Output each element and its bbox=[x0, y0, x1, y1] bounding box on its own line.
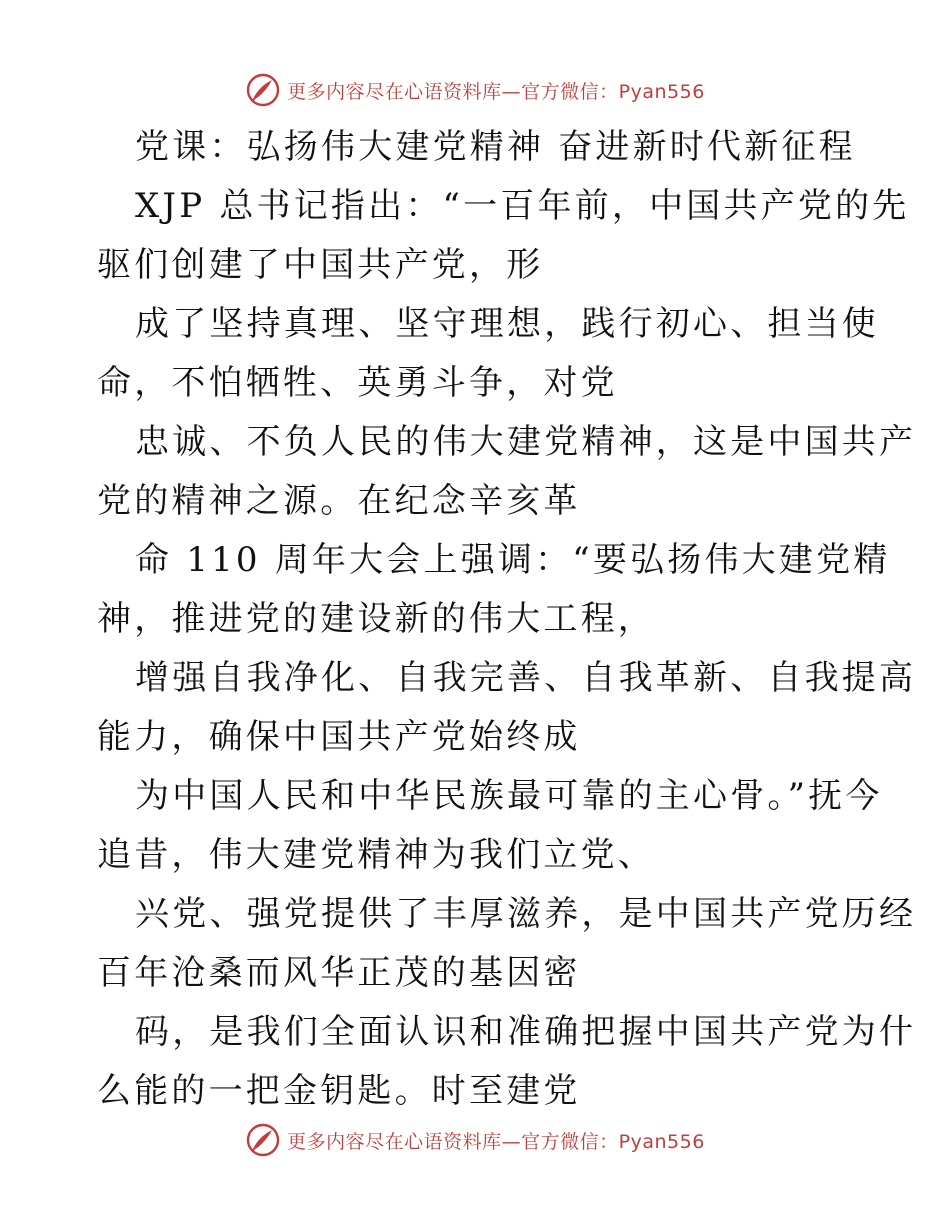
footer-watermark-banner bbox=[0, 1120, 950, 1160]
footer-banner-text: 更多内容尽在心语资料库—官方微信：Pyan556 bbox=[287, 1130, 705, 1153]
paragraph-line: 追昔，伟大建党精神为我们立党、 bbox=[97, 835, 655, 875]
paragraph-line: 驱们创建了中国共产党，形 bbox=[97, 245, 544, 285]
quill-pen-logo-icon bbox=[245, 1122, 281, 1158]
quill-pen-logo-icon bbox=[245, 72, 281, 108]
paragraph-line: 百年沧桑而风华正茂的基因密 bbox=[97, 953, 581, 993]
paragraph-line: 能力，确保中国共产党始终成 bbox=[97, 717, 581, 757]
paragraph-line: 增强自我净化、自我完善、自我革新、自我提高 bbox=[135, 658, 917, 698]
paragraph-line: 忠诚、不负人民的伟大建党精神，这是中国共产 bbox=[135, 422, 917, 462]
paragraph-line: 命，不怕牺牲、英勇斗争，对党 bbox=[97, 363, 618, 403]
paragraph-line: 党的精神之源。在纪念辛亥革 bbox=[97, 481, 581, 521]
paragraph-line: 么能的一把金钥匙。时至建党 bbox=[97, 1071, 581, 1111]
paragraph-line: 码，是我们全面认识和准确把握中国共产党为什 bbox=[135, 1012, 917, 1052]
paragraph-line: XJP 总书记指出：“一百年前，中国共产党的先 bbox=[135, 186, 910, 226]
document-title: 党课：弘扬伟大建党精神 奋进新时代新征程 bbox=[135, 127, 856, 167]
document-body bbox=[97, 118, 917, 1121]
header-watermark-banner bbox=[0, 70, 950, 110]
paragraph-line: 神，推进党的建设新的伟大工程， bbox=[97, 599, 655, 639]
header-banner-text: 更多内容尽在心语资料库—官方微信：Pyan556 bbox=[287, 80, 705, 103]
paragraph-line: 为中国人民和中华民族最可靠的主心骨。”抚今 bbox=[135, 776, 883, 816]
paragraph-line: 兴党、强党提供了丰厚滋养，是中国共产党历经 bbox=[135, 894, 917, 934]
paragraph-line: 命 110 周年大会上强调：“要弘扬伟大建党精 bbox=[135, 540, 891, 580]
paragraph-line: 成了坚持真理、坚守理想，践行初心、担当使 bbox=[135, 304, 879, 344]
